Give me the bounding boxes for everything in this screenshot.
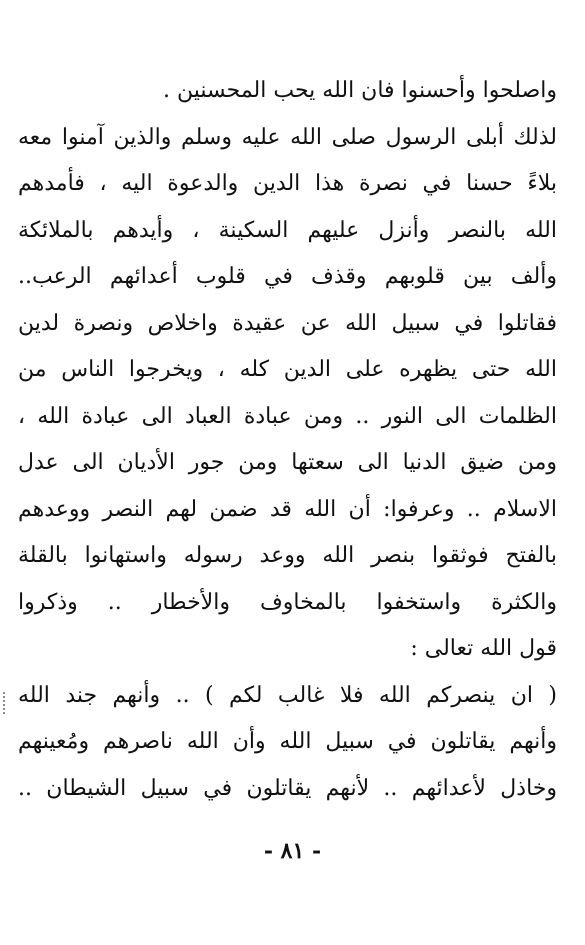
text-line-3: بلاءً حسنا في نصرة هذا الدين والدعوة اليه ، فأمدهم (18, 171, 557, 196)
text-line-7: الله حتى يظهره على الدين كله ، ويخرجوا الناس من (18, 357, 557, 382)
text-line-13: قول الله تعالى : (410, 636, 557, 661)
text-line-6: فقاتلوا في سبيل الله عن عقيدة واخلاص ونصرة لدين (18, 310, 557, 336)
body-text (18, 68, 557, 812)
text-line-5: وألف بين قلوبهم وقذف في قلوب أعدائهم الرعب.. (18, 264, 557, 289)
scan-edge-mark (3, 692, 11, 714)
text-line-4: الله بالنصر وأنزل عليهم السكينة ، وأيدهم بالملائكة (18, 217, 557, 243)
text-line-9: ومن ضيق الدنيا الى سعتها ومن جور الأديان الى عدل (18, 450, 557, 475)
text-line-16: وخاذل لأعدائهم .. لأنهم يقاتلون في سبيل الشيطان .. (18, 775, 557, 801)
text-line-1: واصلحوا وأحسنوا فان الله يحب المحسنين . (163, 78, 557, 103)
text-line-12: والكثرة واستخفوا بالمخاوف والأخطار .. وذكروا (18, 589, 557, 615)
text-line-2: لذلك أبلى الرسول صلى الله عليه وسلم والذين آمنوا معه (18, 124, 557, 150)
text-line-8: الظلمات الى النور .. ومن عبادة العباد الى عبادة الله ، (18, 403, 557, 429)
page-number: - ٨١ - (263, 838, 322, 864)
text-line-11: بالفتح فوثقوا بنصر الله ووعد رسوله واستهانوا بالقلة (18, 543, 557, 568)
text-line-15: وأنهم يقاتلون في سبيل الله وأن الله ناصرهم ومُعينهم (18, 729, 557, 754)
text-line-14: ( ان ينصركم الله فلا غالب لكم ) .. وأنهم جند الله (18, 682, 557, 708)
text-line-10: الاسلام .. وعرفوا: أن الله قد ضمن لهم النصر ووعدهم (18, 496, 557, 522)
